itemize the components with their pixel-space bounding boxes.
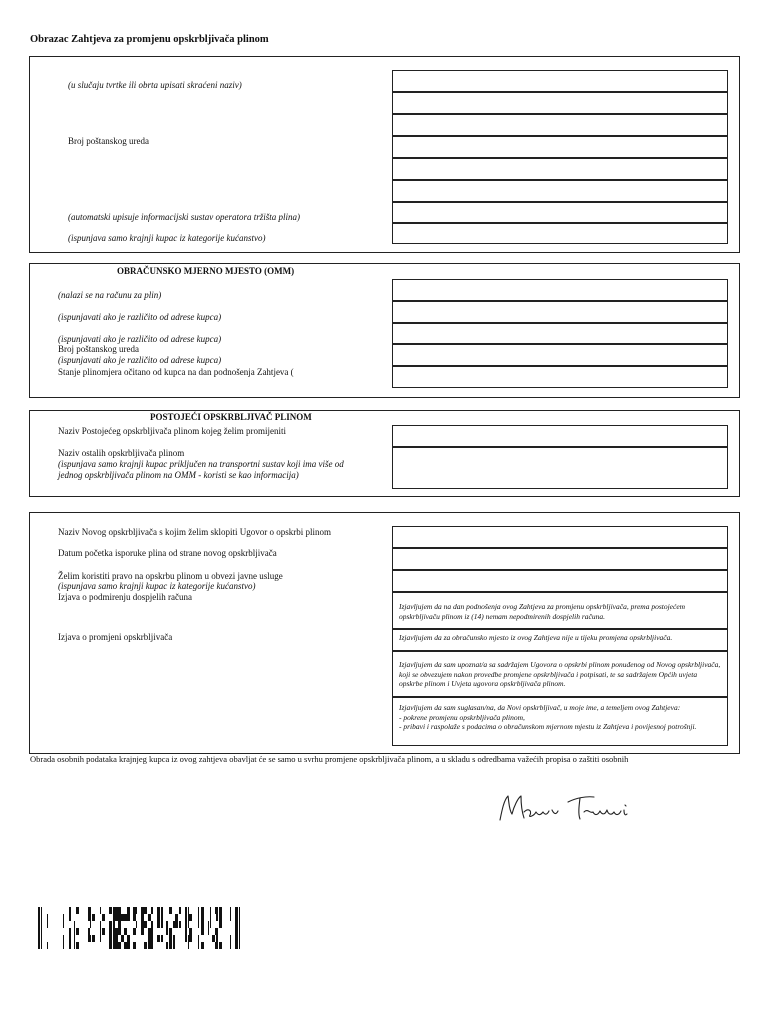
statement-consent-line-2: - pokrene promjenu opskrbljivača plinom, — [399, 712, 525, 722]
input-field-1[interactable] — [392, 70, 728, 92]
statement-consent-line-1: Izjavljujem da sam suglasan/na, da Novi opskrbljivač, u moje ime, a temeljem ovog Zahtjeva: — [399, 703, 681, 712]
section-omm-heading: OBRAČUNSKO MJERNO MJESTO (OMM) — [117, 266, 295, 276]
label-postal-office: Broj poštanskog ureda — [68, 136, 149, 146]
label-auto-fill-hint: (automatski upisuje informacijski sustav operatora tržišta plina) — [68, 212, 300, 222]
input-field-2[interactable] — [392, 92, 728, 114]
omm-field-3[interactable] — [392, 323, 728, 344]
statement-no-change-in-progress: Izjavljujem da za obračunsko mjesto iz ovog Zahtjeva nije u tijeku promjena opskrbljivača. — [392, 629, 728, 651]
label-omm-invoice-hint: (nalazi se na računu za plin) — [58, 290, 162, 300]
omm-field-5[interactable] — [392, 366, 728, 388]
label-meter-reading: Stanje plinomjera očitano od kupca na dan podnošenja Zahtjeva ( — [58, 367, 294, 377]
label-omm-address-hint-2: (ispunjavati ako je različito od adrese kupca) — [58, 334, 222, 344]
new-supplier-field[interactable] — [392, 526, 728, 548]
form-title: Obrazac Zahtjeva za promjenu opskrbljivača plinom — [30, 34, 269, 45]
omm-field-4[interactable] — [392, 344, 728, 366]
signature-icon — [494, 788, 634, 828]
label-omm-postal-office: Broj poštanskog ureda — [58, 344, 139, 354]
input-field-8[interactable] — [392, 223, 728, 244]
statement-consent-line-3: - pribavi i raspolaže s podacima o obračunskom mjernom mjestu iz Zahtjeva i povijesnoj potrošnji. — [399, 722, 697, 731]
signature — [494, 788, 634, 828]
barcode-icon — [38, 907, 240, 949]
label-public-service: Želim koristiti pravo na opskrbu plinom u obvezi javne usluge — [58, 571, 283, 581]
label-other-suppliers-hint-2: jednog opskrbljivača plinom na OMM - koristi se kao informacija) — [58, 470, 299, 480]
label-omm-address-hint-3: (ispunjavati ako je različito od adrese kupca) — [58, 355, 222, 365]
label-omm-address-hint-1: (ispunjavati ako je različito od adrese kupca) — [58, 312, 222, 322]
privacy-footnote: Obrada osobnih podataka krajnjeg kupca iz ovog zahtjeva obavljat će se samo u svrhu promjene opskrbljivača plinom, a u skladu s odredbama važećih propisa o zaštiti osobnih — [30, 754, 629, 764]
statement-consent — [392, 697, 728, 746]
other-suppliers-field[interactable] — [392, 447, 728, 489]
input-field-6[interactable] — [392, 180, 728, 202]
label-new-supplier: Naziv Novog opskrbljivača s kojim želim sklopiti Ugovor o opskrbi plinom — [58, 527, 331, 537]
input-field-4[interactable] — [392, 136, 728, 158]
label-other-suppliers-hint-1: (ispunjava samo krajnji kupac priključen na transportni sustav koji ima više od — [58, 459, 344, 469]
section-current-supplier-heading: POSTOJEĆI OPSKRBLJIVAČ PLINOM — [150, 412, 312, 422]
label-current-supplier: Naziv Postojećeg opskrbljivača plinom kojeg želim promijeniti — [58, 426, 286, 436]
label-public-service-hint: (ispunjava samo krajnji kupac iz kategorije kućanstvo) — [58, 581, 256, 591]
statement-paid-invoices: Izjavljujem da na dan podnošenja ovog Zahtjeva za promjenu opskrbljivača, prema postojećem opskrbljivaču plinom iz (14) nemam nepodmirenih dospjelih računa. — [392, 592, 728, 629]
label-paid-invoices-statement: Izjava o podmirenju dospjelih računa — [58, 592, 192, 602]
label-supplier-change-statement: Izjava o promjeni opskrbljivača — [58, 632, 173, 642]
current-supplier-field[interactable] — [392, 425, 728, 447]
label-other-suppliers: Naziv ostalih opskrbljivača plinom — [58, 448, 185, 458]
statement-contract-awareness: Izjavljujem da sam upoznat/a sa sadržajem Ugovora o opskrbi plinom ponuđenog od Novog opskrbljivača, koji se obvezujem nakon provedbe promjene opskrbljivača i potpisati, te sa sadržajem Općih uvjeta opskrbe plinom i Uvjeta ugovora opskrbljivača plinom. — [392, 651, 728, 697]
input-field-7[interactable] — [392, 202, 728, 223]
barcode — [38, 907, 240, 949]
label-delivery-start-date: Datum početka isporuke plina od strane novog opskrbljivača — [58, 548, 277, 558]
input-field-3[interactable] — [392, 114, 728, 136]
delivery-start-date-field[interactable] — [392, 548, 728, 570]
public-service-field[interactable] — [392, 570, 728, 592]
omm-field-1[interactable] — [392, 279, 728, 301]
omm-field-2[interactable] — [392, 301, 728, 323]
label-household-hint: (ispunjava samo krajnji kupac iz kategorije kućanstvo) — [68, 233, 266, 243]
input-field-5[interactable] — [392, 158, 728, 180]
label-short-name-hint: (u slučaju tvrtke ili obrta upisati skraćeni naziv) — [68, 80, 242, 90]
